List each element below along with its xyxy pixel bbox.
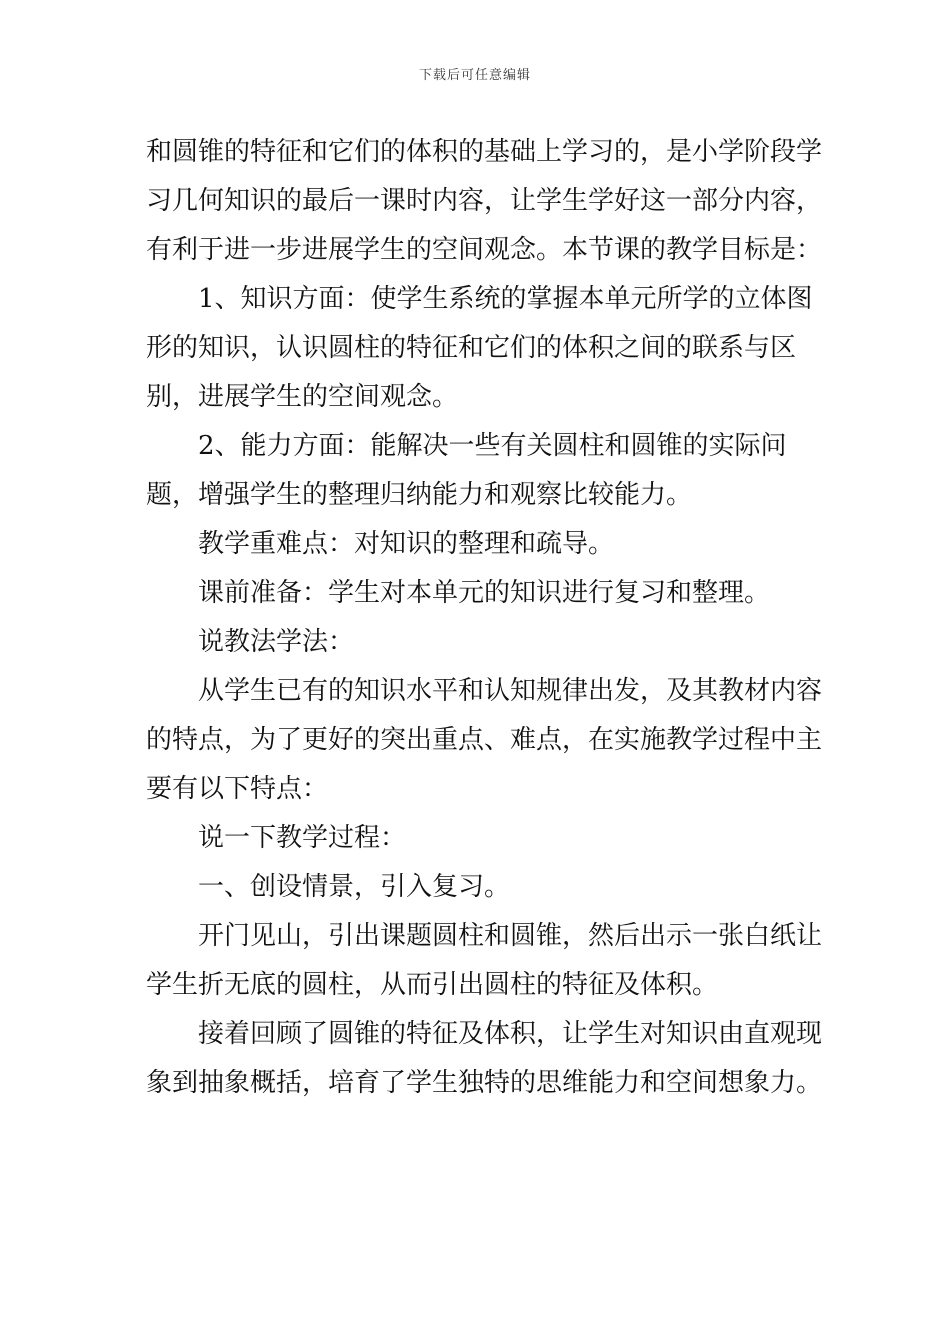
paragraph-method-heading: 说教法学法： [198,627,355,657]
page-header: 下载后可任意编辑 [418,68,531,83]
paragraph-key-difficulty: 教学重难点：对知识的整理和疏导。 [198,529,615,559]
paragraph-ability-goal: 2、能力方面：能解决一些有关圆柱和圆锥的实际问题，增强学生的整理归纳能力和观察比较能力。 [146,431,787,510]
paragraph-section-one: 一、创设情景，引入复习。 [198,872,511,902]
document-body [146,128,836,1108]
paragraph-preparation: 课前准备：学生对本单元的知识进行复习和整理。 [198,578,771,608]
paragraph-cylinder-intro: 开门见山，引出课题圆柱和圆锥，然后出示一张白纸让学生折无底的圆柱，从而引出圆柱的特征及体积。 [146,921,823,1000]
paragraph-knowledge-goal: 1、知识方面：使学生系统的掌握本单元所学的立体图形的知识，认识圆柱的特征和它们的体积之间的联系与区别，进展学生的空间观念。 [146,284,813,412]
paragraph-continuation: 和圆锥的特征和它们的体积的基础上学习的，是小学阶段学习几何知识的最后一课时内容，让学生学好这一部分内容，有利于进一步进展学生的空间观念。本节课的教学目标是： [146,137,823,265]
paragraph-cone-review: 接着回顾了圆锥的特征及体积，让学生对知识由直观现象到抽象概括，培育了学生独特的思维能力和空间想象力。 [146,1019,823,1098]
paragraph-method: 从学生已有的知识水平和认知规律出发，及其教材内容的特点，为了更好的突出重点、难点，在实施教学过程中主要有以下特点： [146,676,823,804]
paragraph-process-heading: 说一下教学过程： [198,823,407,853]
